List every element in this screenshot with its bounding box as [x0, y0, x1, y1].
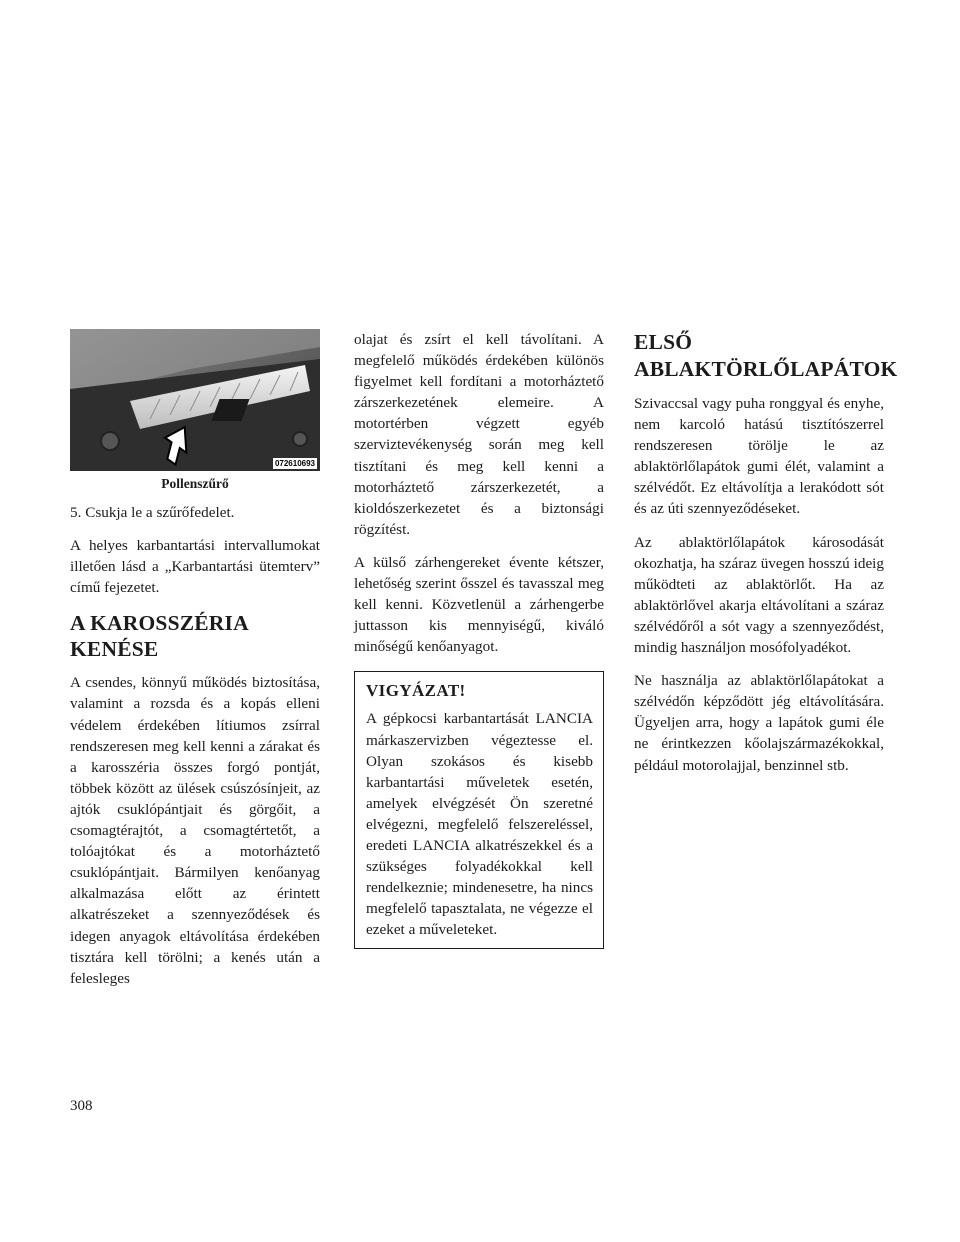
middle-column	[354, 329, 604, 949]
page-number: 308	[70, 1098, 93, 1114]
right-column	[634, 329, 898, 788]
engine-bay-illustration	[70, 329, 320, 471]
step-5: 5. Csukja le a szűrőfedelet.	[70, 504, 235, 521]
body-lubrication-heading: A KAROSSZÉRIA KENÉSE	[70, 611, 248, 662]
body-lubrication-paragraph: A csendes, könnyű működés biztosítása, valamint a rozsda és a kopás elleni védelem érdekében lítiumos zsírral rendszeresen meg kell kenni a zárakat és a karosszéria összes forgó pontját, többek között az ülések csúszósínjeit, az ajtók csuklópántjait és görgőit, a csomagtérajtót, a csomagtértetőt, a tolóajtókat és a motorháztető csuklópántjait. Bármilyen kenőanyag alkalmazása előtt az érintett alkatrészeket a szennyeződések és idegen anyagok eltávolítása érdekében tisztára kell törölni; a kenés után a felesleges	[70, 674, 320, 987]
warning-title: VIGYÁZAT!	[366, 681, 466, 701]
warning-text: A gépkocsi karbantartását LANCIA márkaszervizben végeztesse el. Olyan szokásos és kisebb karbantartási műveletek esetén, amelyek elvégzését Ön szeretné elvégezni, megfelelő felszereléssel, eredeti LANCIA alkatrészekkel és a szükséges folyadékokkal kell rendelkeznie; mindenesetre, ha nincs megfelelő tapasztalata, ne végezze el ezeket a műveleteket.	[366, 710, 593, 939]
wiper-heading-line1: ELSŐ	[634, 330, 693, 354]
wiper-ice-paragraph: Ne használja az ablaktörlőlapátokat a szélvédőn képződött jég eltávolítására. Ügyeljen arra, hogy a lapátok gumi éle ne érintkezzen kőolajszármazékokkal, például motorolajjal, benzinnel stb.	[634, 672, 884, 774]
maintenance-paragraph: A helyes karbantartási intervallumokat illetően lásd a „Karbantartási ütemterv” című fejezetet.	[70, 537, 320, 597]
wiper-damage-paragraph: Az ablaktörlőlapátok károsodását okozhatja, ha száraz üvegen hosszú ideig működteti az ablaktörlőt. Ha az ablaktörlővel akarja eltávolítani a száraz szélvédőről a sót vagy a szennyeződést, mindig használjon mosófolyadékot.	[634, 533, 884, 657]
wiper-cleaning-paragraph: Szivaccsal vagy puha ronggyal és enyhe, nem karcoló hatású tisztítószerrel rendszeresen törölje le az ablaktörlőlapátok gumi élét, valamint a szélvédőt. Ez eltávolítja a lerakódott sót és az úti szennyeződéseket.	[634, 395, 884, 518]
warning-box	[354, 671, 604, 949]
figure-code: 072610693	[274, 459, 315, 468]
left-column	[70, 329, 320, 1001]
pollen-filter-photo	[70, 329, 320, 471]
wiper-heading-line2: ABLAKTÖRLŐLAPÁTOK	[634, 357, 898, 381]
lock-cylinder-paragraph: A külső zárhengereket évente kétszer, lehetőség szerint ősszel és tavasszal meg kell kenni. Közvetlenül a zárhengerbe juttasson kis mennyiségű, kiváló minőségű kenőanyagot.	[354, 553, 604, 656]
figure-caption: Pollenszűrő	[161, 476, 229, 491]
lubrication-continued-paragraph: olajat és zsírt el kell távolítani. A megfelelő működés érdekében különös figyelmet kell fordítani a motorháztető zárszerkezetének elemeire. A motortérben végzett egyéb szerviztevékenység során meg kell tisztítani és meg kell kenni a motorháztető zárszerkezetét, a kioldószerkezetet és a biztonsági rögzítést.	[354, 331, 604, 538]
wiper-blades-heading	[634, 329, 898, 383]
